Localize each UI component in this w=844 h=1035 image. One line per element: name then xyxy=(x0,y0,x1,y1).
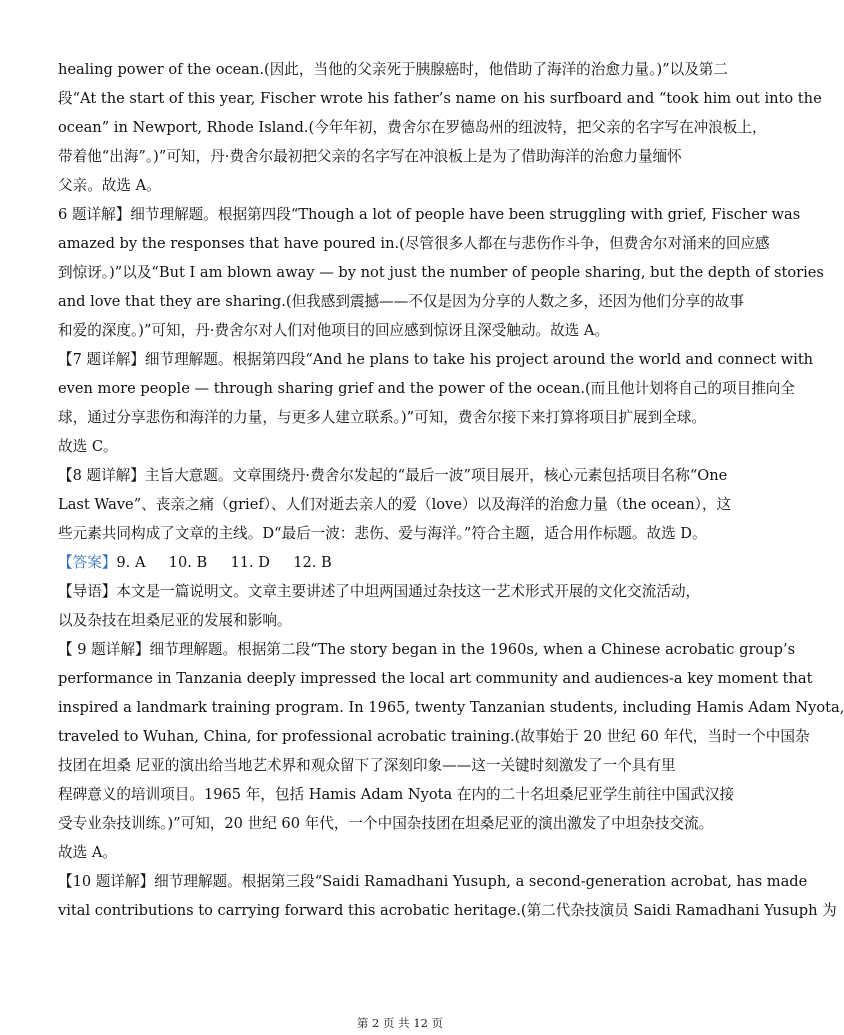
text-line: 【 9 题详解】细节理解题。根据第二段“The story began in the 1960s, when a Chinese acrobatic group’s xyxy=(58,641,796,658)
text-line: 故选 A。 xyxy=(58,844,117,861)
text-line: inspired a landmark training program. In 1965, twenty Tanzanian students, including Hamis Adam Nyota, xyxy=(58,699,844,716)
text-line: 【7 题详解】细节理解题。根据第四段“And he plans to take his project around the world and connect with xyxy=(58,351,814,368)
text-line: ocean” in Newport, Rhode Island.(今年年初，费舍尔在罗德岛州的纽波特，把父亲的名字写在冲浪板上， xyxy=(58,119,767,136)
page-footer: 第 2 页 共 12 页 xyxy=(356,1016,444,1030)
text-line: healing power of the ocean.(因此，当他的父亲死于胰腺癌时，他借助了海洋的治愈力量。)”以及第二 xyxy=(58,61,728,78)
text-line: 【导语】本文是一篇说明文。文章主要讲述了中坦两国通过杂技这一艺术形式开展的文化交流活动， xyxy=(58,583,701,600)
text-line: 【10 题详解】细节理解题。根据第三段“Saidi Ramadhani Yusuph, a second-generation acrobat, has made xyxy=(58,873,808,890)
text-line: 球，通过分享悲伤和海洋的力量，与更多人建立联系。)”可知，费舍尔接下来打算将项目扩展到全球。 xyxy=(58,409,706,426)
text-line: 带着他“出海”。)”可知，丹·费舍尔最初把父亲的名字写在冲浪板上是为了借助海洋的治愈力量缅怀 xyxy=(58,148,682,165)
text-line: performance in Tanzania deeply impressed the local art community and audiences-a key moment that xyxy=(58,670,813,687)
answer-values: 9. A 10. B 11. D 12. B xyxy=(116,554,332,571)
text-line: 段“At the start of this year, Fischer wrote his father’s name on his surfboard and “took him out into the xyxy=(58,90,822,107)
document-body xyxy=(58,55,844,925)
text-line: Last Wave”、丧亲之痛（grief）、人们对逝去亲人的爱（love）以及海洋的治愈力量（the ocean），这 xyxy=(58,496,732,513)
text-line: 6 题详解】细节理解题。根据第四段“Though a lot of people have been struggling with grief, Fischer was xyxy=(58,206,801,223)
answer-line xyxy=(58,548,748,577)
text-line: 些元素共同构成了文章的主线。D“最后一波：悲伤、爱与海洋。”符合主题，适合用作标题。故选 D。 xyxy=(58,525,707,542)
text-line: and love that they are sharing.(但我感到震撼——不仅是因为分享的人数之多，还因为他们分享的故事 xyxy=(58,293,744,310)
answer-label: 【答案】 xyxy=(58,554,117,571)
text-line: 到惊讶。)”以及“But I am blown away — by not just the number of people sharing, but the depth of stories xyxy=(58,264,824,281)
text-line: traveled to Wuhan, China, for professional acrobatic training.(故事始于 20 世纪 60 年代，当时一个中国杂 xyxy=(58,728,810,745)
text-line: 以及杂技在坦桑尼亚的发展和影响。 xyxy=(58,612,292,629)
text-line: vital contributions to carrying forward this acrobatic heritage.(第二代杂技演员 Saidi Ramadhani Yusuph 为 xyxy=(58,902,837,919)
text-line: 【8 题详解】主旨大意题。文章围绕丹·费舍尔发起的“最后一波”项目展开，核心元素包括项目名称“One xyxy=(58,467,728,484)
text-line: amazed by the responses that have poured in.(尽管很多人都在与悲伤作斗争，但费舍尔对涌来的回应感 xyxy=(58,235,770,252)
text-line: 和爱的深度。)”可知，丹·费舍尔对人们对他项目的回应感到惊讶且深受触动。故选 A。 xyxy=(58,322,610,339)
text-line: 技团在坦桑 尼亚的演出给当地艺术界和观众留下了深刻印象——这一关键时刻激发了一个具有里 xyxy=(58,757,676,774)
text-line: 程碑意义的培训项目。1965 年，包括 Hamis Adam Nyota 在内的二十名坦桑尼亚学生前往中国武汉接 xyxy=(58,786,735,803)
text-line: 父亲。故选 A。 xyxy=(58,177,161,194)
text-line: even more people — through sharing grief and the power of the ocean.(而且他计划将自己的项目推向全 xyxy=(58,380,795,397)
text-line: 受专业杂技训练。)”可知，20 世纪 60 年代，一个中国杂技团在坦桑尼亚的演出激发了中坦杂技交流。 xyxy=(58,815,714,832)
text-line: 故选 C。 xyxy=(58,438,118,455)
